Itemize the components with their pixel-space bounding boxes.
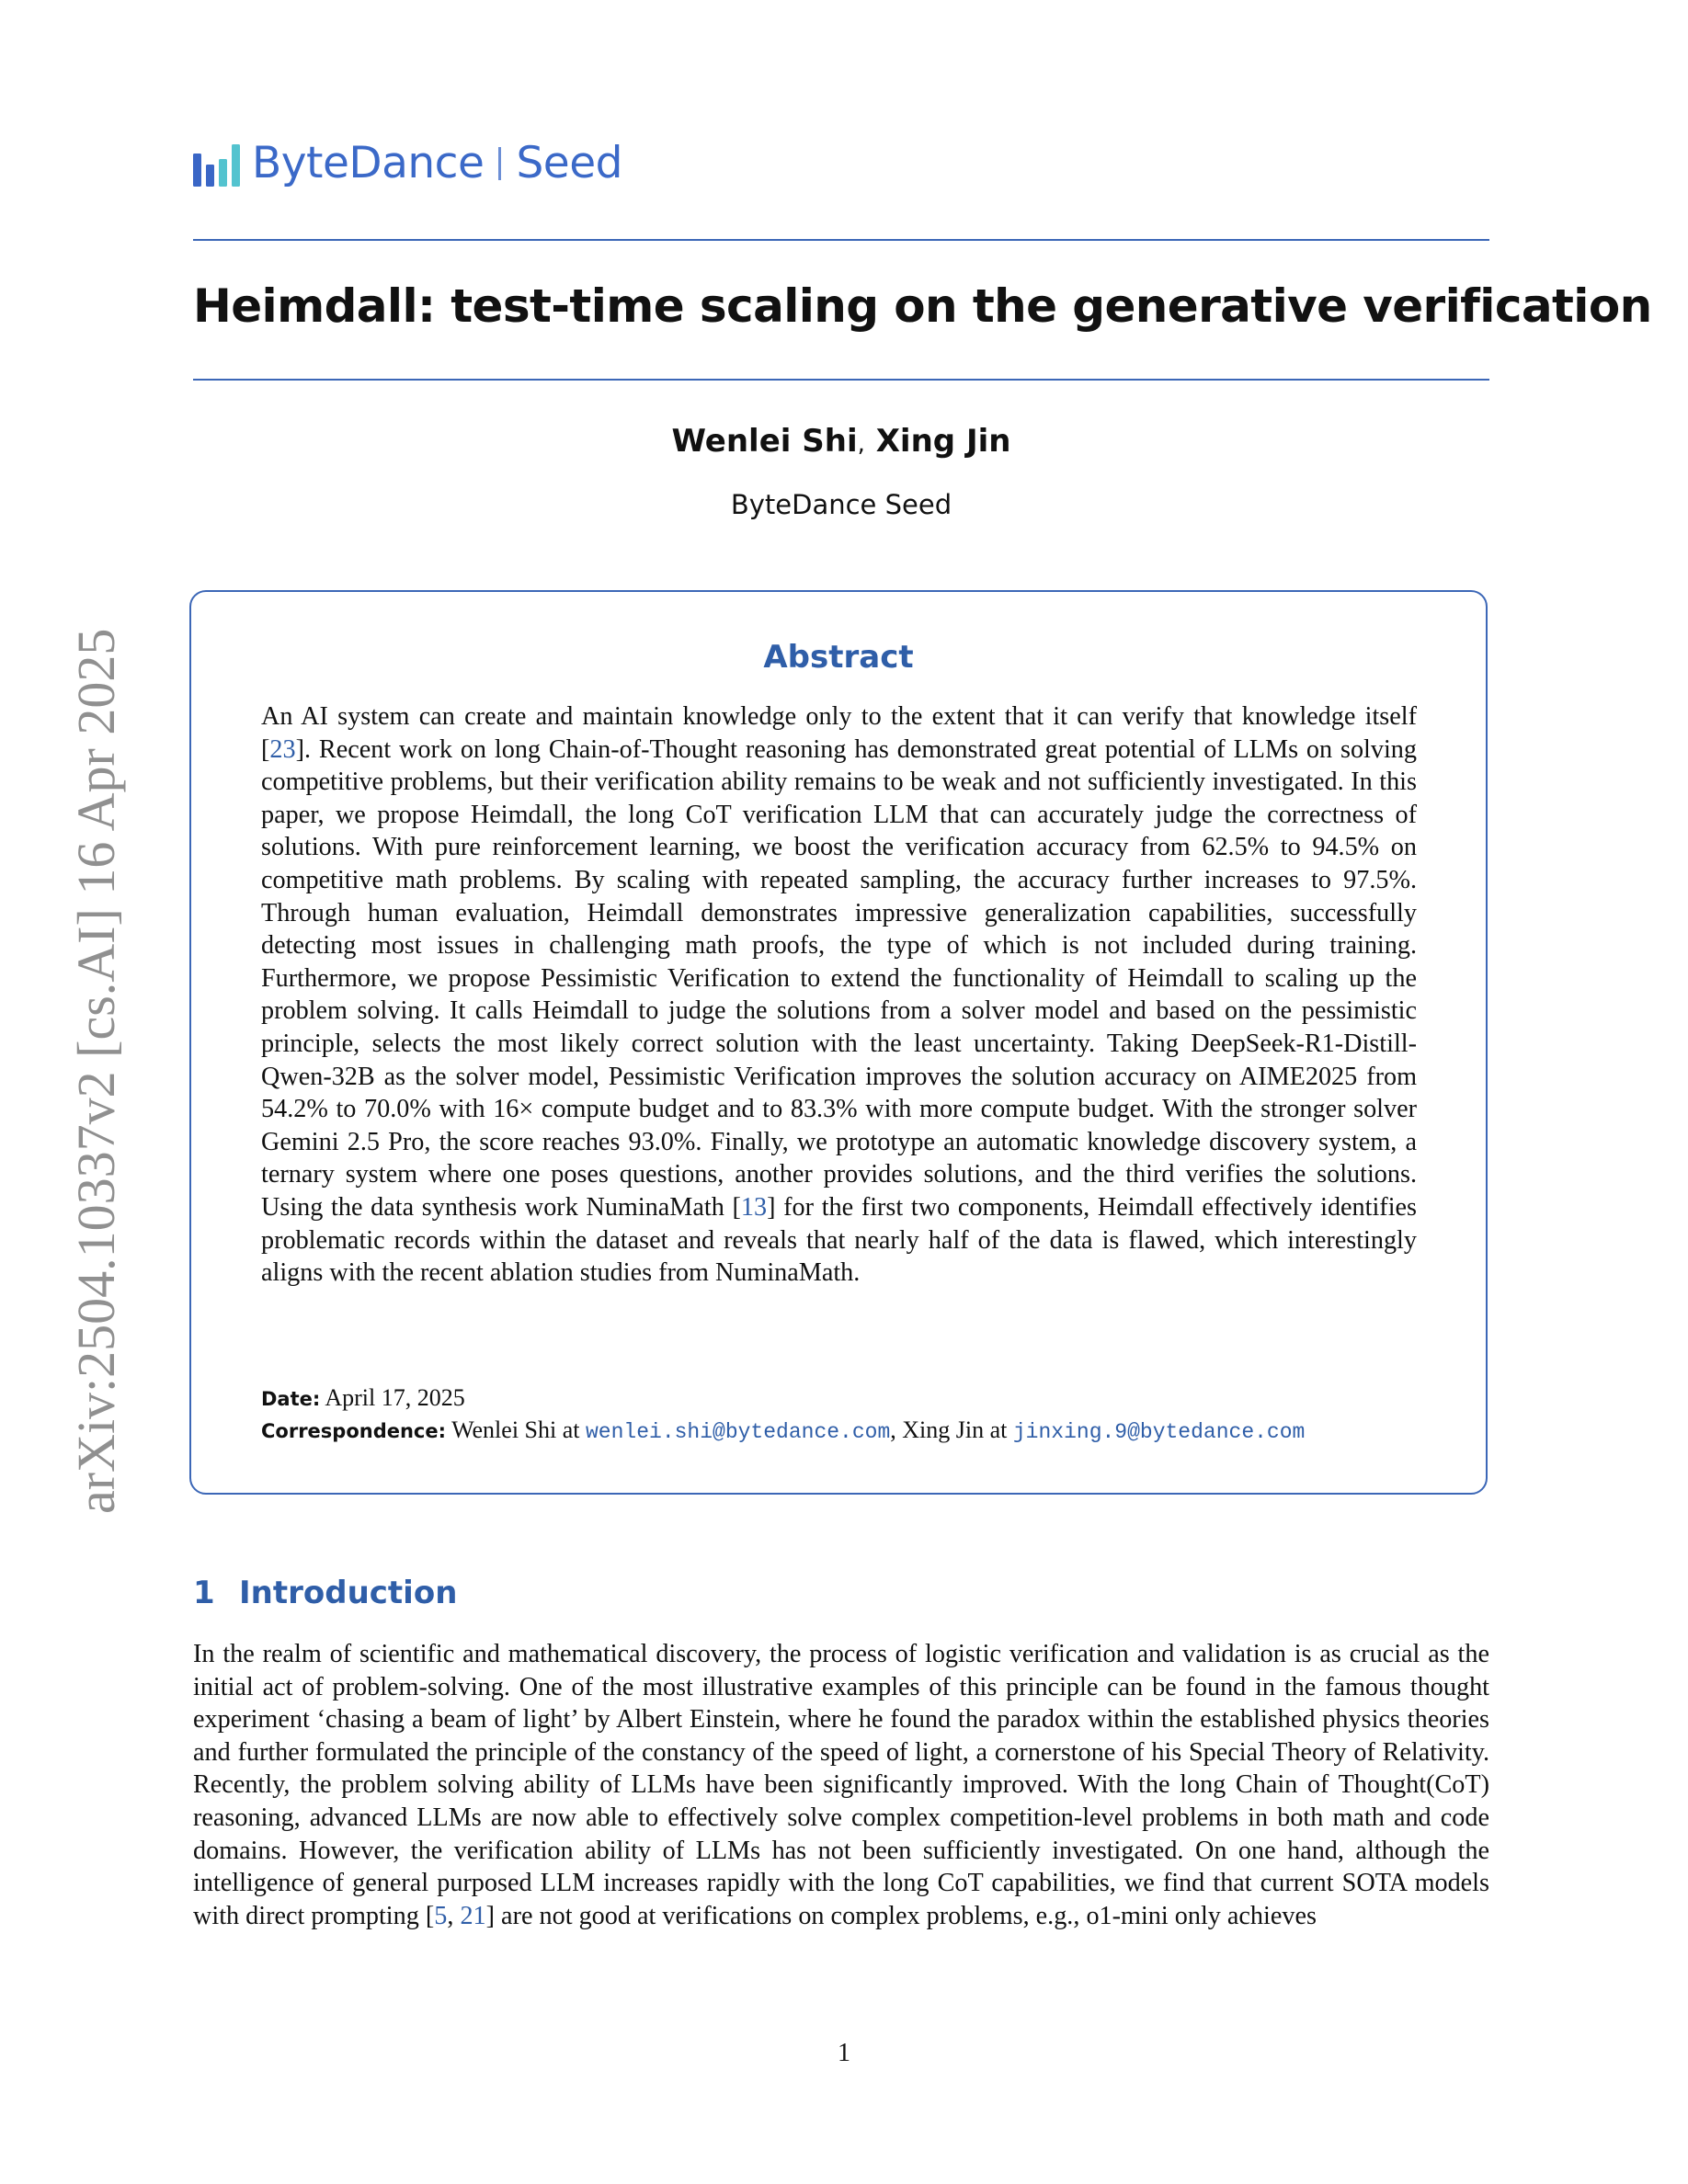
introduction-text-part: In the realm of scientific and mathematical discovery, the process of logistic verification and validation is as crucial as the initial act of problem-solving. One of the most illustrative examples of this principle can be found in the famous thought experiment ‘chasing a beam of light’ by Albert Einstein, where he found the paradox within the established physics theories and further formulated the principle of the constancy of the speed of light, a cornerstone of his Special Theory of Relativity. Recently, the problem solving ability of LLMs have been significantly improved. With the long Chain of Thought(CoT) reasoning, advanced LLMs are now able to effectively solve complex competition-level problems in both math and code domains. However, the verification ability of LLMs has not been sufficiently investigated. On one hand, although the intelligence of general purposed LLM increases rapidly with the long CoT capabilities, we find that current SOTA models with direct prompting [: [193, 1640, 1489, 1930]
page-number: 1: [838, 2039, 850, 2067]
email-link[interactable]: jinxing.9@bytedance.com: [1012, 1420, 1306, 1444]
citation-link[interactable]: 23: [269, 734, 296, 764]
section-heading-introduction: [193, 1570, 457, 1616]
correspondence-line: [261, 1414, 1456, 1449]
section-title: Introduction: [239, 1575, 458, 1611]
author-list: [193, 418, 1489, 467]
citation-link[interactable]: 13: [740, 1192, 768, 1222]
title-rule-bottom: [193, 379, 1489, 381]
author-separator: ,: [857, 430, 865, 458]
citation-link[interactable]: 21: [460, 1901, 486, 1930]
introduction-text-part: ] are not good at verifications on complex problems, e.g., o1-mini only achieves: [485, 1901, 1317, 1930]
correspondence-join: , Xing Jin at: [890, 1416, 1008, 1443]
abstract-text: [261, 700, 1417, 1290]
paper-title: Heimdall: test-time scaling on the generative verification: [193, 279, 1652, 333]
logo-brand-bytedance: ByteDance: [252, 138, 485, 188]
author-name: Xing Jin: [875, 423, 1011, 460]
bytedance-seed-logo: [193, 136, 622, 191]
arxiv-side-stamp: arXiv:2504.10337v2 [cs.AI] 16 Apr 2025: [66, 628, 126, 1514]
citation-separator: ,: [447, 1901, 461, 1930]
date-label: Date:: [261, 1388, 321, 1410]
logo-brand-seed: Seed: [516, 138, 622, 188]
affiliation: ByteDance Seed: [730, 489, 952, 520]
introduction-text: [193, 1638, 1489, 1932]
author-name: Wenlei Shi: [671, 423, 858, 460]
email-link[interactable]: wenlei.shi@bytedance.com: [586, 1420, 891, 1444]
abstract-text-part: An AI system can create and maintain knowledge only to the extent that it can verify that knowledge itself [: [261, 702, 1417, 764]
date-line: [261, 1382, 1456, 1416]
date-value: April 17, 2025: [325, 1384, 465, 1411]
title-rule-top: [193, 239, 1489, 241]
correspondence-name: Wenlei Shi at: [451, 1416, 580, 1443]
section-number: 1: [193, 1575, 215, 1611]
bar-chart-logo-icon: [193, 141, 243, 187]
citation-link[interactable]: 5: [434, 1901, 448, 1930]
logo-divider: [498, 147, 501, 180]
abstract-text-part: ] for the first two components, Heimdall effectively identifies problematic records within the dataset and reveals that nearly half of the data is flawed, which interestingly aligns with the recent ablation studies from NuminaMath.: [261, 1192, 1418, 1288]
correspondence-label: Correspondence:: [261, 1420, 447, 1442]
abstract-heading: Abstract: [763, 639, 914, 676]
abstract-text-part: ]. Recent work on long Chain-of-Thought reasoning has demonstrated great potential of LLMs on solving competitive problems, but their verification ability remains to be weak and not sufficiently investigated. In this paper, we propose Heimdall, the long CoT verification LLM that can accurately judge the correctness of solutions. With pure reinforcement learning, we boost the verification accuracy from 62.5% to 94.5% on competitive math problems. By scaling with repeated sampling, the accuracy further increases to 97.5%. Through human evaluation, Heimdall demonstrates impressive generalization capabilities, successfully detecting most issues in challenging math proofs, the type of which is not included during training. Furthermore, we propose Pessimistic Verification to extend the functionality of Heimdall to scaling up the problem solving. It calls Heimdall to judge the solutions from a solver model and based on the pessimistic principle, selects the most likely correct solution with the least uncertainty. Taking DeepSeek-R1-Distill-Qwen-32B as the solver model, Pessimistic Verification improves the solution accuracy on AIME2025 from 54.2% to 70.0% with 16× compute budget and to 83.3% with more compute budget. With the stronger solver Gemini 2.5 Pro, the score reaches 93.0%. Finally, we prototype an automatic knowledge discovery system, a ternary system where one poses questions, another provides solutions, and the third verifies the solutions. Using the data synthesis work NuminaMath [: [261, 734, 1417, 1222]
